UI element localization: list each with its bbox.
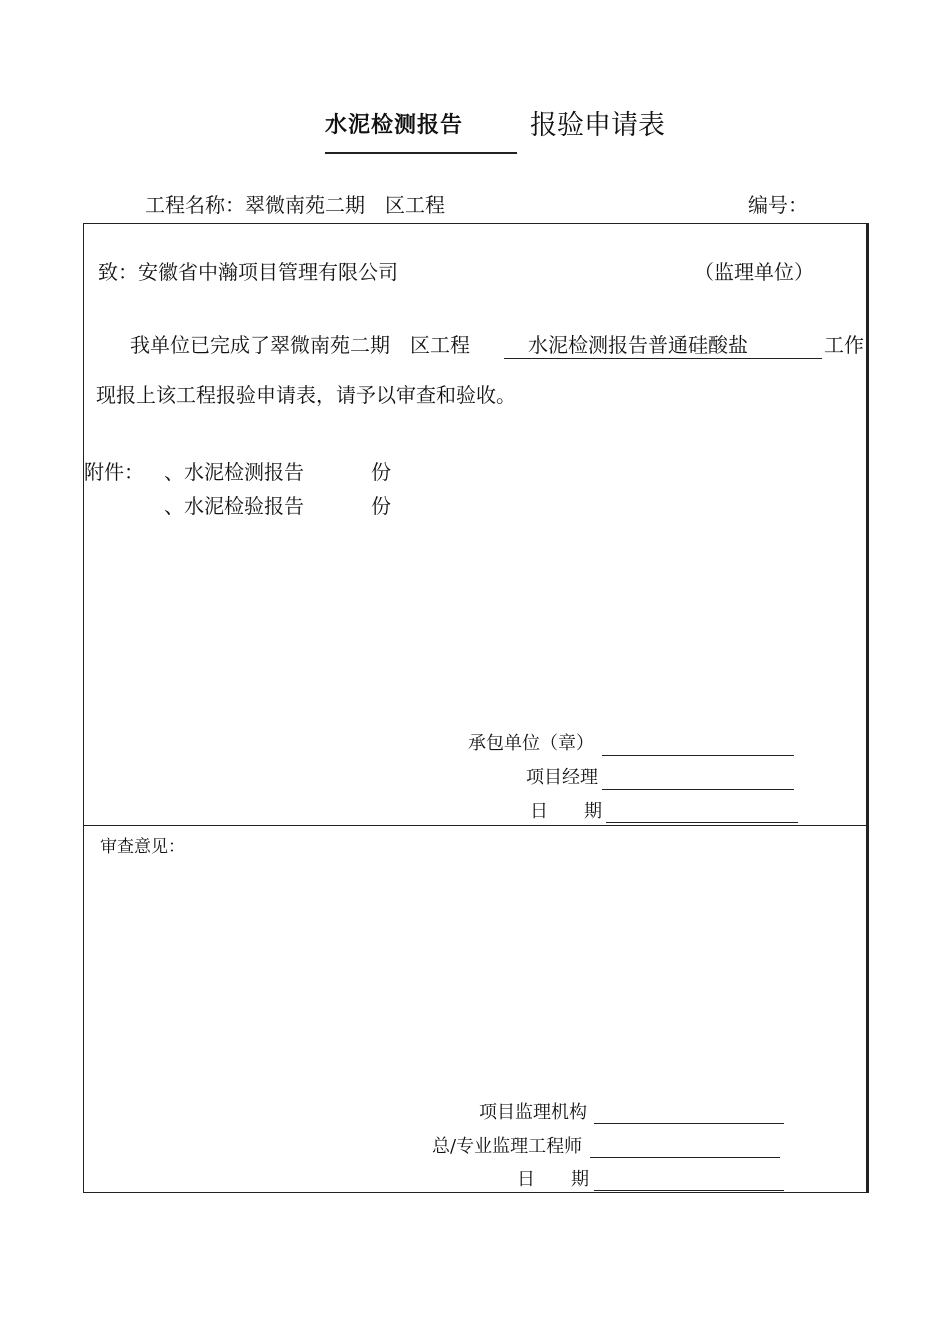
serial-number-label: 编号： <box>748 193 808 217</box>
attachments-label: 附件： <box>84 460 144 484</box>
review-opinion-label: 审查意见： <box>100 837 185 857</box>
supervisor-unit-note: （监理单位） <box>694 260 814 284</box>
body-text-suffix: 工作 <box>824 333 864 357</box>
project-manager-label: 项目经理 <box>526 767 598 788</box>
section-divider <box>84 825 866 826</box>
attachment-item-name: 、水泥检验报告 <box>164 494 304 518</box>
document-subtitle: 报验申请表 <box>530 110 665 141</box>
project-name-label: 工程名称：翠微南苑二期 区工程 <box>145 193 445 217</box>
supervision-org-signature-line <box>594 1123 784 1124</box>
application-date-label: 日 期 <box>530 801 602 822</box>
supervising-engineer-label: 总/专业监理工程师 <box>432 1136 583 1157</box>
work-item-field: 水泥检测报告普通硅酸盐 <box>528 333 748 357</box>
review-date-line <box>594 1190 784 1191</box>
contractor-label: 承包单位（章） <box>468 733 594 754</box>
body-text-prefix: 我单位已完成了翠微南苑二期 区工程 <box>130 333 470 357</box>
attachment-item-unit: 份 <box>371 460 391 484</box>
application-date-line <box>606 822 798 823</box>
supervising-engineer-signature-line <box>590 1157 780 1158</box>
attachment-item-unit: 份 <box>371 494 391 518</box>
supervision-org-label: 项目监理机构 <box>479 1102 587 1123</box>
recipient-line: 致：安徽省中瀚项目管理有限公司 <box>98 260 398 284</box>
body-text-line2: 现报上该工程报验申请表，请予以审查和验收。 <box>96 383 516 407</box>
application-form <box>83 223 869 1193</box>
project-manager-signature-line <box>602 789 794 790</box>
review-date-label: 日 期 <box>517 1169 589 1190</box>
attachment-item-name: 、水泥检测报告 <box>164 460 304 484</box>
document-title: 水泥检测报告 <box>325 108 517 154</box>
contractor-signature-line <box>602 755 794 756</box>
